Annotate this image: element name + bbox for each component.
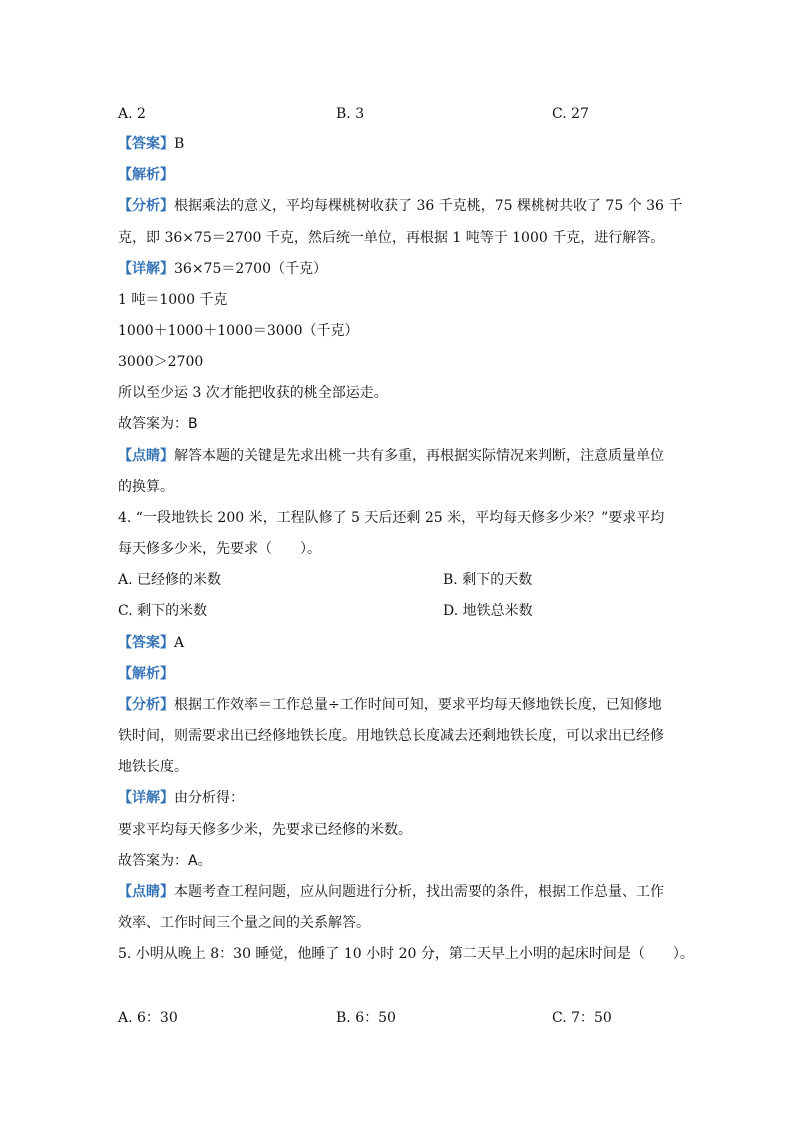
q4-detail-line2: 要求平均每天修多少米，先要求已经修的米数。	[118, 822, 412, 838]
q3-dianjing-line2: 的换算。	[118, 479, 174, 495]
q3-answer	[118, 134, 184, 154]
q3-analysis-heading	[118, 165, 174, 185]
q4-stem-line1: 4. “一段地铁长 200 米，工程队修了 5 天后还剩 25 米，平均每天修多少米？”要求平均	[118, 510, 665, 526]
analysis-tag: 【解析】	[118, 666, 174, 682]
q4-fenxi-line2: 铁时间，则需要求出已经修地铁长度。用地铁总长度减去还剩地铁长度，可以求出已经修	[118, 728, 664, 744]
q3-detail-line4: 3000＞2700	[118, 354, 204, 370]
q4-fenxi-line3: 地铁长度。	[118, 759, 188, 775]
detail-text: 由分析得：	[174, 790, 244, 806]
q5-stem: 5. 小明从晚上 8：30 睡觉，他睡了 10 小时 20 分，第二天早上小明的起床时间是（ ）。	[118, 946, 694, 962]
fenxi-tag: 【分析】	[118, 697, 174, 713]
q4-stem-line2: 每天修多少米，先要求（ ）。	[118, 541, 321, 557]
q3-detail-line5: 所以至少运 3 次才能把收获的桃全部运走。	[118, 385, 388, 401]
q4-answer	[118, 633, 184, 653]
q4-dianjing-line1	[118, 882, 664, 902]
dianjing-tag: 【点睛】	[118, 884, 174, 900]
q3-fenxi-line1	[118, 196, 682, 216]
answer-tag: 【答案】	[118, 635, 174, 651]
q4-option-d: D. 地铁总米数	[443, 603, 533, 619]
fenxi-text: 根据乘法的意义，平均每棵桃树收获了 36 千克桃，75 棵桃树共收了 75 个 36 千	[174, 198, 683, 214]
fenxi-tag: 【分析】	[118, 198, 174, 214]
q5-option-a: A. 6：30	[118, 1010, 178, 1026]
q4-conclusion: 故答案为：A。	[118, 853, 212, 869]
q3-conclusion: 故答案为：B	[118, 416, 198, 432]
q4-analysis-heading	[118, 664, 174, 684]
detail-tag: 【详解】	[118, 790, 174, 806]
answer-value: B	[174, 136, 185, 152]
q4-dianjing-line2: 效率、工作时间三个量之间的关系解答。	[118, 915, 370, 931]
q4-option-b: B. 剩下的天数	[443, 572, 533, 588]
q3-fenxi-line2: 克，即 36×75＝2700 千克，然后统一单位，再根据 1 吨等于 1000 千克，进行解答。	[118, 230, 665, 246]
q5-option-c: C. 7：50	[552, 1010, 612, 1026]
q3-option-c: C. 27	[552, 106, 589, 122]
dianjing-text: 解答本题的关键是先求出桃一共有多重，再根据实际情况来判断，注意质量单位	[174, 448, 664, 464]
q3-detail-line2: 1 吨＝1000 千克	[118, 292, 228, 308]
q4-option-c: C. 剩下的米数	[118, 603, 208, 619]
detail-tag: 【详解】	[118, 261, 174, 277]
dianjing-tag: 【点睛】	[118, 448, 174, 464]
fenxi-text: 根据工作效率＝工作总量÷工作时间可知，要求平均每天修地铁长度，已知修地	[174, 697, 662, 713]
q3-dianjing-line1	[118, 446, 664, 466]
answer-value: A	[174, 635, 185, 651]
q4-option-a: A. 已经修的米数	[118, 572, 222, 588]
q3-detail-line3: 1000＋1000＋1000＝3000（千克）	[118, 323, 359, 339]
answer-tag: 【答案】	[118, 136, 174, 152]
detail-text: 36×75＝2700（千克）	[174, 261, 327, 277]
q4-detail-line1	[118, 788, 244, 808]
q5-option-b: B. 6：50	[336, 1010, 396, 1026]
q3-option-a: A. 2	[118, 106, 146, 122]
dianjing-text: 本题考查工程问题，应从问题进行分析，找出需要的条件，根据工作总量、工作	[174, 884, 664, 900]
analysis-tag: 【解析】	[118, 167, 174, 183]
q3-detail-line1	[118, 259, 327, 279]
q3-option-b: B. 3	[336, 106, 365, 122]
q4-fenxi-line1	[118, 695, 662, 715]
